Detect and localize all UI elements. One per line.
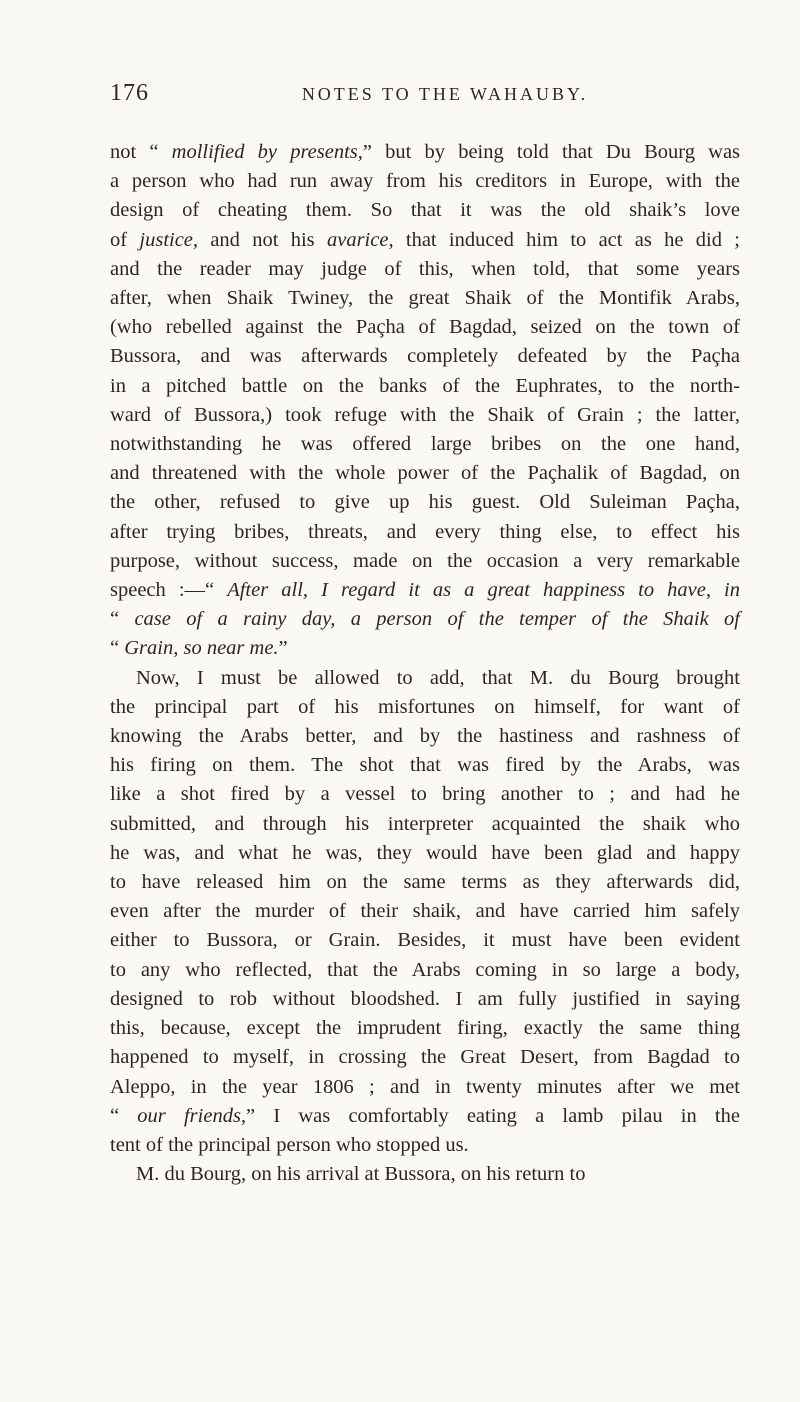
- text-run: tent of the principal person who stopped us.: [110, 1133, 469, 1156]
- text-line: [110, 926, 740, 955]
- text-run: to have released him on the same terms as they afterwards did,: [110, 871, 740, 894]
- text-run: speech :—“: [110, 579, 228, 602]
- text-run: notwithstanding he was offered large bribes on the one hand,: [110, 433, 740, 456]
- text-line: [110, 547, 740, 576]
- text-line: [110, 780, 740, 809]
- text-run: ” I was comfortably eating a lamb pilau in the: [246, 1104, 740, 1127]
- text-line: [110, 634, 740, 663]
- text-run: Bussora, and was afterwards completely defeated by the Paçha: [110, 345, 740, 368]
- text-run: either to Bussora, or Grain. Besides, it must have been evident: [110, 929, 740, 952]
- text-run: the principal part of his misfortunes on himself, for want of: [110, 695, 740, 718]
- text-line: [110, 430, 740, 459]
- text-run: to any who reflected, that the Arabs coming in so large a body,: [110, 958, 740, 981]
- text-line: [110, 401, 740, 430]
- text-line: [110, 138, 740, 167]
- text-line: [110, 810, 740, 839]
- text-run: knowing the Arabs better, and by the hastiness and rashness of: [110, 725, 740, 748]
- text-line: [110, 751, 740, 780]
- text-line: [110, 1073, 740, 1102]
- text-line: [110, 459, 740, 488]
- text-line: [110, 1102, 740, 1131]
- text-run: Now, I must be allowed to add, that M. du Bourg brought: [136, 666, 740, 689]
- italic-text: justice,: [139, 228, 199, 251]
- italic-text: avarice,: [326, 228, 394, 251]
- text-run: even after the murder of their shaik, and have carried him safely: [110, 900, 740, 923]
- italic-text: Grain, so near me.: [124, 637, 279, 660]
- text-line: [110, 897, 740, 926]
- text-line: [110, 1160, 740, 1189]
- text-line: [110, 226, 740, 255]
- text-line: [110, 1043, 740, 1072]
- text-line: [110, 518, 740, 547]
- text-run: and not his: [198, 228, 327, 251]
- text-run: happened to myself, in crossing the Great Desert, from Bagdad to: [110, 1046, 740, 1069]
- text-run: submitted, and through his interpreter acquainted the shaik who: [110, 812, 740, 835]
- running-head: NOTES TO THE WAHAUBY.: [301, 84, 589, 104]
- text-run: ” but by being told that Du Bourg was: [362, 141, 741, 163]
- text-run: in a pitched battle on the banks of the Euphrates, to the north-: [110, 374, 740, 397]
- text-run: after, when Shaik Twiney, the great Shaik of the Montifik Arabs,: [110, 287, 740, 310]
- text-run: his firing on them. The shot that was fired by the Arabs, was: [110, 754, 740, 777]
- text-run: and threatened with the whole power of the Paçhalik of Bagdad, on: [110, 462, 740, 485]
- text-run: after trying bribes, threats, and every thing else, to effect his: [110, 520, 740, 543]
- text-run: “: [110, 608, 135, 631]
- page-header: [110, 80, 740, 120]
- text-line: [110, 342, 740, 371]
- text-line: [110, 985, 740, 1014]
- text-run: like a shot fired by a vessel to bring another to ; and had he: [110, 783, 740, 806]
- text-line: [110, 196, 740, 225]
- text-run: Aleppo, in the year 1806 ; and in twenty minutes after we met: [110, 1075, 740, 1098]
- text-line: [110, 1014, 740, 1043]
- text-run: that induced him to act as he did ;: [393, 228, 741, 251]
- italic-text: case of a rainy day, a person of the temper of the Shaik of: [134, 608, 740, 631]
- text-line: [110, 1131, 740, 1160]
- italic-text: mollified by presents,: [171, 141, 363, 163]
- text-line: [110, 488, 740, 517]
- text-run: a person who had run away from his creditors in Europe, with the: [110, 170, 740, 193]
- text-run: not “: [110, 141, 172, 163]
- text-line: [110, 576, 740, 605]
- text-run: designed to rob without bloodshed. I am fully justified in saying: [110, 987, 740, 1010]
- text-line: [110, 868, 740, 897]
- text-line: [110, 372, 740, 401]
- text-line: [110, 722, 740, 751]
- text-run: “: [110, 1104, 138, 1127]
- text-line: [110, 839, 740, 868]
- text-run: and the reader may judge of this, when told, that some years: [110, 257, 740, 280]
- text-run: the other, refused to give up his guest. Old Suleiman Paçha,: [110, 491, 740, 514]
- text-line: [110, 693, 740, 722]
- text-line: [110, 313, 740, 342]
- text-line: [110, 284, 740, 313]
- text-line: [110, 664, 740, 693]
- text-line: [110, 605, 740, 634]
- italic-text: our friends,: [137, 1104, 247, 1127]
- text-run: he was, and what he was, they would have been glad and happy: [110, 841, 740, 864]
- text-line: [110, 956, 740, 985]
- text-run: ”: [278, 637, 288, 660]
- text-run: of: [110, 228, 140, 251]
- page-number: 176: [110, 80, 149, 106]
- text-run: (who rebelled against the Paçha of Bagdad, seized on the town of: [110, 316, 740, 339]
- text-run: design of cheating them. So that it was the old shaik’s love: [110, 199, 740, 222]
- text-run: purpose, without success, made on the occasion a very remarkable: [110, 549, 740, 572]
- text-line: [110, 255, 740, 284]
- text-run: “: [110, 637, 125, 660]
- body-text: [110, 138, 740, 1189]
- italic-text: After all, I regard it as a great happiness to have, in: [227, 579, 740, 602]
- text-run: this, because, except the imprudent firing, exactly the same thing: [110, 1017, 740, 1040]
- text-run: ward of Bussora,) took refuge with the Shaik of Grain ; the latter,: [110, 403, 740, 426]
- text-line: [110, 167, 740, 196]
- text-run: M. du Bourg, on his arrival at Bussora, on his return to: [136, 1163, 586, 1186]
